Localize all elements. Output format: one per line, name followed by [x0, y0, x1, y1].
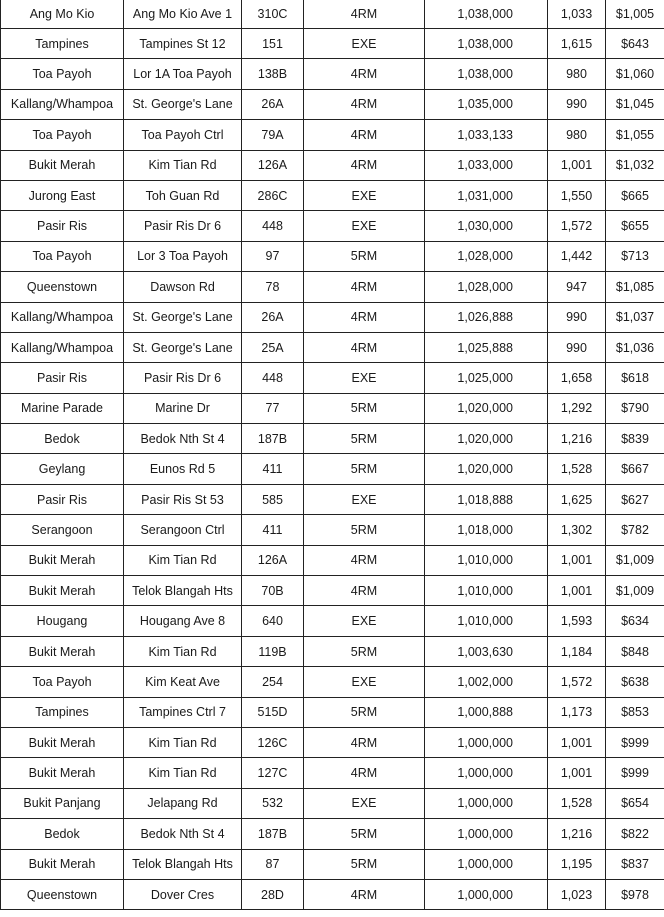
flat-type-cell: 5RM [304, 849, 425, 879]
price-cell: 1,000,000 [425, 819, 548, 849]
street-cell: St. George's Lane [124, 332, 242, 362]
area-cell: 1,615 [548, 29, 606, 59]
flat-type-cell: 4RM [304, 302, 425, 332]
flat-type-cell: EXE [304, 606, 425, 636]
price-cell: 1,020,000 [425, 393, 548, 423]
price-cell: 1,020,000 [425, 454, 548, 484]
table-row [1, 606, 664, 636]
table-row [1, 454, 664, 484]
town-cell: Hougang [1, 606, 124, 636]
street-cell: Ang Mo Kio Ave 1 [124, 0, 242, 29]
price-per-sqft-cell: $839 [606, 424, 664, 454]
price-cell: 1,010,000 [425, 545, 548, 575]
price-cell: 1,000,000 [425, 849, 548, 879]
table-row [1, 0, 664, 29]
table-row [1, 211, 664, 241]
area-cell: 1,216 [548, 424, 606, 454]
table-row [1, 120, 664, 150]
block-cell: 585 [242, 484, 304, 514]
price-cell: 1,030,000 [425, 211, 548, 241]
table-row [1, 758, 664, 788]
town-cell: Bukit Panjang [1, 788, 124, 818]
block-cell: 310C [242, 0, 304, 29]
street-cell: Kim Tian Rd [124, 758, 242, 788]
table-row [1, 819, 664, 849]
town-cell: Queenstown [1, 879, 124, 909]
area-cell: 1,442 [548, 241, 606, 271]
flat-type-cell: 5RM [304, 393, 425, 423]
price-per-sqft-cell: $667 [606, 454, 664, 484]
price-cell: 1,035,000 [425, 89, 548, 119]
price-cell: 1,002,000 [425, 667, 548, 697]
block-cell: 127C [242, 758, 304, 788]
block-cell: 411 [242, 515, 304, 545]
price-per-sqft-cell: $638 [606, 667, 664, 697]
flat-type-cell: 5RM [304, 241, 425, 271]
price-per-sqft-cell: $790 [606, 393, 664, 423]
flat-type-cell: EXE [304, 667, 425, 697]
street-cell: Eunos Rd 5 [124, 454, 242, 484]
town-cell: Pasir Ris [1, 211, 124, 241]
table-row [1, 272, 664, 302]
area-cell: 1,184 [548, 636, 606, 666]
town-cell: Pasir Ris [1, 363, 124, 393]
town-cell: Marine Parade [1, 393, 124, 423]
price-per-sqft-cell: $1,032 [606, 150, 664, 180]
price-per-sqft-cell: $999 [606, 727, 664, 757]
town-cell: Toa Payoh [1, 120, 124, 150]
flat-type-cell: 4RM [304, 332, 425, 362]
block-cell: 532 [242, 788, 304, 818]
flat-type-cell: 4RM [304, 272, 425, 302]
table-row [1, 788, 664, 818]
block-cell: 26A [242, 302, 304, 332]
price-cell: 1,038,000 [425, 59, 548, 89]
table-row [1, 393, 664, 423]
price-cell: 1,010,000 [425, 606, 548, 636]
town-cell: Pasir Ris [1, 484, 124, 514]
town-cell: Kallang/Whampoa [1, 332, 124, 362]
street-cell: St. George's Lane [124, 89, 242, 119]
area-cell: 990 [548, 89, 606, 119]
area-cell: 1,216 [548, 819, 606, 849]
town-cell: Kallang/Whampoa [1, 89, 124, 119]
area-cell: 980 [548, 59, 606, 89]
street-cell: Pasir Ris Dr 6 [124, 211, 242, 241]
area-cell: 990 [548, 332, 606, 362]
town-cell: Bukit Merah [1, 849, 124, 879]
street-cell: Pasir Ris Dr 6 [124, 363, 242, 393]
table-row [1, 484, 664, 514]
table-row [1, 424, 664, 454]
town-cell: Bedok [1, 424, 124, 454]
price-per-sqft-cell: $1,045 [606, 89, 664, 119]
block-cell: 254 [242, 667, 304, 697]
table-row [1, 636, 664, 666]
price-cell: 1,028,000 [425, 241, 548, 271]
price-per-sqft-cell: $627 [606, 484, 664, 514]
price-cell: 1,025,888 [425, 332, 548, 362]
flat-type-cell: 5RM [304, 819, 425, 849]
table-row [1, 576, 664, 606]
flat-type-cell: 4RM [304, 89, 425, 119]
block-cell: 411 [242, 454, 304, 484]
town-cell: Ang Mo Kio [1, 0, 124, 29]
street-cell: Bedok Nth St 4 [124, 424, 242, 454]
area-cell: 1,593 [548, 606, 606, 636]
block-cell: 187B [242, 424, 304, 454]
table-row [1, 363, 664, 393]
block-cell: 87 [242, 849, 304, 879]
block-cell: 97 [242, 241, 304, 271]
table-row [1, 89, 664, 119]
price-cell: 1,003,630 [425, 636, 548, 666]
table-row [1, 29, 664, 59]
flat-type-cell: 4RM [304, 727, 425, 757]
street-cell: St. George's Lane [124, 302, 242, 332]
flat-type-cell: EXE [304, 180, 425, 210]
flat-type-cell: 4RM [304, 879, 425, 909]
street-cell: Pasir Ris St 53 [124, 484, 242, 514]
block-cell: 286C [242, 180, 304, 210]
street-cell: Marine Dr [124, 393, 242, 423]
price-per-sqft-cell: $999 [606, 758, 664, 788]
area-cell: 1,550 [548, 180, 606, 210]
flat-type-cell: 4RM [304, 59, 425, 89]
price-cell: 1,000,000 [425, 727, 548, 757]
block-cell: 448 [242, 363, 304, 393]
block-cell: 126A [242, 150, 304, 180]
block-cell: 28D [242, 879, 304, 909]
price-cell: 1,025,000 [425, 363, 548, 393]
street-cell: Dover Cres [124, 879, 242, 909]
price-per-sqft-cell: $618 [606, 363, 664, 393]
area-cell: 1,195 [548, 849, 606, 879]
price-per-sqft-cell: $782 [606, 515, 664, 545]
price-per-sqft-cell: $837 [606, 849, 664, 879]
table-row [1, 180, 664, 210]
block-cell: 138B [242, 59, 304, 89]
price-cell: 1,026,888 [425, 302, 548, 332]
block-cell: 25A [242, 332, 304, 362]
area-cell: 1,001 [548, 727, 606, 757]
price-cell: 1,031,000 [425, 180, 548, 210]
street-cell: Kim Keat Ave [124, 667, 242, 697]
table-row [1, 302, 664, 332]
flat-type-cell: 4RM [304, 758, 425, 788]
area-cell: 1,001 [548, 758, 606, 788]
price-cell: 1,038,000 [425, 0, 548, 29]
price-per-sqft-cell: $1,036 [606, 332, 664, 362]
block-cell: 151 [242, 29, 304, 59]
price-cell: 1,018,888 [425, 484, 548, 514]
area-cell: 1,658 [548, 363, 606, 393]
area-cell: 1,001 [548, 545, 606, 575]
price-per-sqft-cell: $713 [606, 241, 664, 271]
area-cell: 1,572 [548, 667, 606, 697]
town-cell: Geylang [1, 454, 124, 484]
price-per-sqft-cell: $654 [606, 788, 664, 818]
price-cell: 1,038,000 [425, 29, 548, 59]
street-cell: Lor 1A Toa Payoh [124, 59, 242, 89]
street-cell: Kim Tian Rd [124, 636, 242, 666]
table-row [1, 849, 664, 879]
price-per-sqft-cell: $822 [606, 819, 664, 849]
price-cell: 1,033,133 [425, 120, 548, 150]
flat-type-cell: 4RM [304, 545, 425, 575]
flat-type-cell: 5RM [304, 636, 425, 666]
block-cell: 126A [242, 545, 304, 575]
price-cell: 1,020,000 [425, 424, 548, 454]
flat-type-cell: 4RM [304, 120, 425, 150]
street-cell: Kim Tian Rd [124, 150, 242, 180]
block-cell: 187B [242, 819, 304, 849]
table-row [1, 515, 664, 545]
area-cell: 1,528 [548, 454, 606, 484]
town-cell: Bedok [1, 819, 124, 849]
price-per-sqft-cell: $1,055 [606, 120, 664, 150]
price-per-sqft-cell: $665 [606, 180, 664, 210]
street-cell: Dawson Rd [124, 272, 242, 302]
town-cell: Bukit Merah [1, 636, 124, 666]
area-cell: 1,023 [548, 879, 606, 909]
street-cell: Serangoon Ctrl [124, 515, 242, 545]
price-per-sqft-cell: $1,037 [606, 302, 664, 332]
flat-type-cell: EXE [304, 363, 425, 393]
transactions-table-body [1, 0, 664, 910]
table-row [1, 879, 664, 909]
block-cell: 70B [242, 576, 304, 606]
flat-type-cell: EXE [304, 484, 425, 514]
block-cell: 448 [242, 211, 304, 241]
flat-type-cell: EXE [304, 211, 425, 241]
price-cell: 1,010,000 [425, 576, 548, 606]
area-cell: 1,302 [548, 515, 606, 545]
area-cell: 1,033 [548, 0, 606, 29]
flat-type-cell: EXE [304, 29, 425, 59]
town-cell: Tampines [1, 29, 124, 59]
price-per-sqft-cell: $853 [606, 697, 664, 727]
town-cell: Bukit Merah [1, 545, 124, 575]
price-per-sqft-cell: $1,009 [606, 576, 664, 606]
area-cell: 1,528 [548, 788, 606, 818]
street-cell: Toa Payoh Ctrl [124, 120, 242, 150]
area-cell: 1,173 [548, 697, 606, 727]
table-row [1, 332, 664, 362]
block-cell: 119B [242, 636, 304, 666]
price-cell: 1,000,000 [425, 758, 548, 788]
street-cell: Toh Guan Rd [124, 180, 242, 210]
street-cell: Tampines Ctrl 7 [124, 697, 242, 727]
town-cell: Kallang/Whampoa [1, 302, 124, 332]
table-row [1, 59, 664, 89]
street-cell: Kim Tian Rd [124, 545, 242, 575]
town-cell: Toa Payoh [1, 667, 124, 697]
town-cell: Bukit Merah [1, 727, 124, 757]
flat-type-cell: 4RM [304, 0, 425, 29]
block-cell: 78 [242, 272, 304, 302]
street-cell: Jelapang Rd [124, 788, 242, 818]
area-cell: 1,292 [548, 393, 606, 423]
price-per-sqft-cell: $643 [606, 29, 664, 59]
town-cell: Toa Payoh [1, 59, 124, 89]
town-cell: Jurong East [1, 180, 124, 210]
block-cell: 79A [242, 120, 304, 150]
price-per-sqft-cell: $1,009 [606, 545, 664, 575]
flat-type-cell: 5RM [304, 697, 425, 727]
town-cell: Queenstown [1, 272, 124, 302]
price-cell: 1,000,888 [425, 697, 548, 727]
table-row [1, 241, 664, 271]
town-cell: Bukit Merah [1, 576, 124, 606]
price-cell: 1,028,000 [425, 272, 548, 302]
area-cell: 980 [548, 120, 606, 150]
town-cell: Tampines [1, 697, 124, 727]
flat-type-cell: 4RM [304, 576, 425, 606]
street-cell: Bedok Nth St 4 [124, 819, 242, 849]
area-cell: 1,572 [548, 211, 606, 241]
town-cell: Bukit Merah [1, 150, 124, 180]
block-cell: 77 [242, 393, 304, 423]
block-cell: 640 [242, 606, 304, 636]
area-cell: 1,001 [548, 576, 606, 606]
street-cell: Telok Blangah Hts [124, 576, 242, 606]
block-cell: 26A [242, 89, 304, 119]
price-per-sqft-cell: $978 [606, 879, 664, 909]
price-cell: 1,000,000 [425, 879, 548, 909]
table-row [1, 727, 664, 757]
street-cell: Kim Tian Rd [124, 727, 242, 757]
price-per-sqft-cell: $848 [606, 636, 664, 666]
block-cell: 126C [242, 727, 304, 757]
area-cell: 990 [548, 302, 606, 332]
flat-type-cell: 5RM [304, 454, 425, 484]
table-row [1, 545, 664, 575]
table-row [1, 150, 664, 180]
street-cell: Lor 3 Toa Payoh [124, 241, 242, 271]
table-row [1, 667, 664, 697]
price-per-sqft-cell: $655 [606, 211, 664, 241]
price-cell: 1,018,000 [425, 515, 548, 545]
flat-type-cell: EXE [304, 788, 425, 818]
street-cell: Tampines St 12 [124, 29, 242, 59]
area-cell: 947 [548, 272, 606, 302]
flat-type-cell: 5RM [304, 515, 425, 545]
price-per-sqft-cell: $1,060 [606, 59, 664, 89]
price-cell: 1,033,000 [425, 150, 548, 180]
flat-type-cell: 5RM [304, 424, 425, 454]
price-cell: 1,000,000 [425, 788, 548, 818]
price-per-sqft-cell: $1,085 [606, 272, 664, 302]
area-cell: 1,625 [548, 484, 606, 514]
price-per-sqft-cell: $1,005 [606, 0, 664, 29]
table-row [1, 697, 664, 727]
street-cell: Hougang Ave 8 [124, 606, 242, 636]
street-cell: Telok Blangah Hts [124, 849, 242, 879]
town-cell: Serangoon [1, 515, 124, 545]
town-cell: Toa Payoh [1, 241, 124, 271]
flat-type-cell: 4RM [304, 150, 425, 180]
area-cell: 1,001 [548, 150, 606, 180]
town-cell: Bukit Merah [1, 758, 124, 788]
price-per-sqft-cell: $634 [606, 606, 664, 636]
block-cell: 515D [242, 697, 304, 727]
